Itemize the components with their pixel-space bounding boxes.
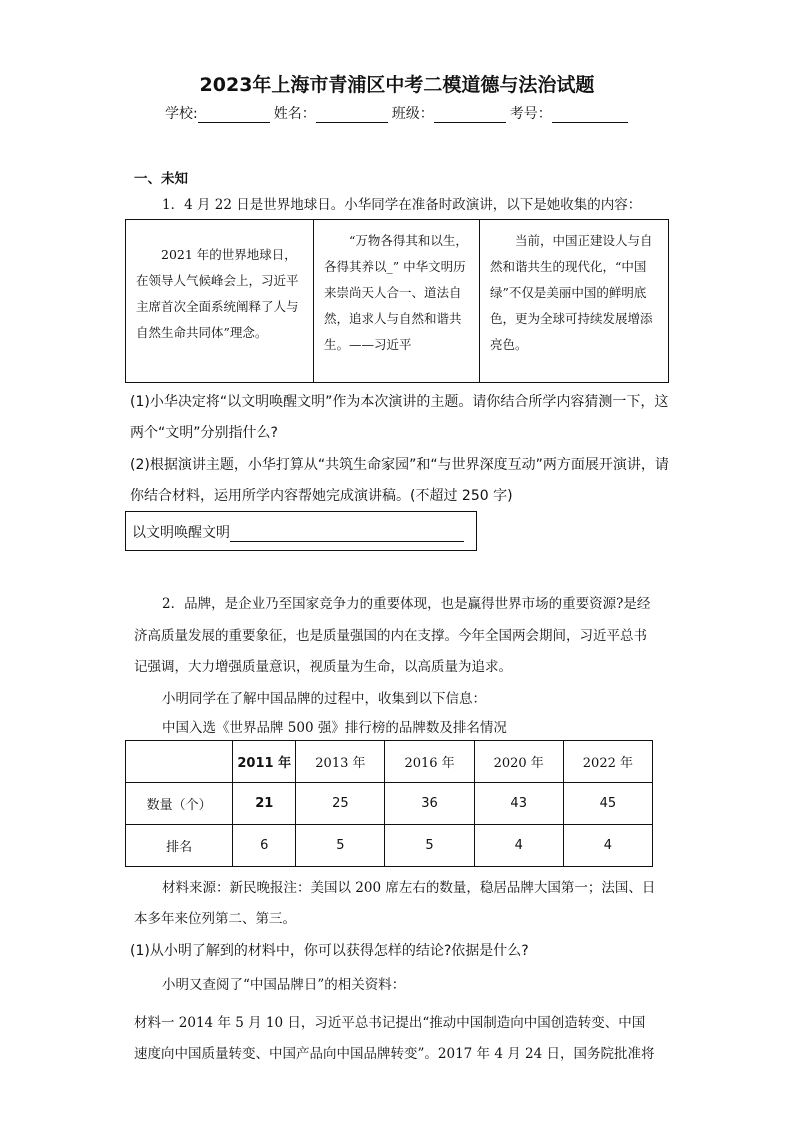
q1-sub2-line2: 你结合材料，运用所学内容帮她完成演讲稿。(不超过 250 字) <box>130 488 513 504</box>
table-caption: 中国入选《世界品牌 500 强》排行榜的品牌数及排名情况 <box>162 720 507 736</box>
q1-material-box <box>125 219 669 383</box>
year-header: 2011 年 <box>233 741 296 783</box>
year-header: 2020 年 <box>474 741 563 783</box>
class-label: 班级： <box>391 106 434 122</box>
source-line2: 本多年来位列第二、第三。 <box>134 911 296 927</box>
table-cell: 5 <box>385 825 474 867</box>
source-line1: 材料来源：新民晚报注：美国以 200 席左右的数量，稳居品牌大国第一；法国、日 <box>162 880 656 896</box>
q1-intro: 1．4 月 22 日是世界地球日。小华同学在准备时政演讲，以下是她收集的内容： <box>162 197 642 213</box>
row-label: 排名 <box>126 825 233 867</box>
table-cell: 43 <box>474 783 563 825</box>
year-header: 2016 年 <box>385 741 474 783</box>
q2-p2: 小明同学在了解中国品牌的过程中，收集到以下信息： <box>162 691 486 707</box>
table-cell: 4 <box>474 825 563 867</box>
material-left-text: 2021 年的世界地球日，在领导人气候峰会上，习近平主席首次全面系统阐释了人与自然生命共同体”理念。 <box>136 247 299 340</box>
year-header: 2022 年 <box>563 741 652 783</box>
exam-no-label: 考号： <box>509 106 552 122</box>
row-label: 数量（个） <box>126 783 233 825</box>
q1-sub1-line2: 两个“文明”分别指什么? <box>130 425 278 441</box>
section-heading: 一、未知 <box>134 171 188 187</box>
material-middle <box>314 220 480 382</box>
table-cell: 6 <box>233 825 296 867</box>
table-row <box>126 783 653 825</box>
table-cell: 4 <box>563 825 652 867</box>
school-blank[interactable] <box>198 108 270 123</box>
answer-line[interactable] <box>230 527 464 542</box>
page-title: 2023年上海市青浦区中考二模道德与法治试题 <box>199 74 595 96</box>
answer-box[interactable] <box>125 511 477 551</box>
brand-table <box>125 740 653 867</box>
q2-sub1: (1)从小明了解到的材料中，你可以获得怎样的结论?依据是什么? <box>130 943 529 959</box>
table-corner <box>126 741 233 783</box>
q2-p1-line1: 2．品牌，是企业乃至国家竞争力的重要体现，也是赢得世界市场的重要资源?是经 <box>162 596 651 612</box>
q2-p3: 小明又查阅了“中国品牌日”的相关资料： <box>162 977 406 993</box>
exam-no-blank[interactable] <box>552 108 628 123</box>
school-label: 学校: <box>165 106 198 122</box>
table-row <box>126 825 653 867</box>
name-blank[interactable] <box>316 108 388 123</box>
table-header-row <box>126 741 653 783</box>
material-middle-text: “万物各得其和以生，各得其养以_” 中华文明历来崇尚天人合一、道法自然，追求人与自然和谐共生。——习近平 <box>324 233 468 352</box>
name-label: 姓名： <box>273 106 316 122</box>
table-cell: 45 <box>563 783 652 825</box>
class-blank[interactable] <box>434 108 506 123</box>
table-cell: 5 <box>296 825 385 867</box>
q1-sub2-line1: (2)根据演讲主题，小华打算从“共筑生命家园”和“与世界深度互动”两方面展开演讲，请 <box>130 457 669 473</box>
material-left <box>126 220 314 382</box>
material1-line1: 材料一 2014 年 5 月 10 日，习近平总书记提出“推动中国制造向中国创造转变、中国 <box>134 1015 646 1031</box>
answer-prefix: 以文明唤醒文明 <box>132 525 230 541</box>
q1-sub1-line1: (1)小华决定将“以文明唤醒文明”作为本次演讲的主题。请你结合所学内容猜测一下，这 <box>130 394 669 410</box>
table-cell: 21 <box>233 783 296 825</box>
q2-p1-line3: 记强调，大力增强质量意识，视质量为生命，以高质量为追求。 <box>134 659 512 675</box>
material1-line2: 速度向中国质量转变、中国产品向中国品牌转变”。2017 年 4 月 24 日，国务院批准将 <box>134 1046 655 1062</box>
year-header: 2013 年 <box>296 741 385 783</box>
student-info-fields <box>165 103 632 123</box>
table-cell: 25 <box>296 783 385 825</box>
table-cell: 36 <box>385 783 474 825</box>
material-right <box>480 220 668 382</box>
material-right-text: 当前，中国正建设人与自然和谐共生的现代化，“中国绿”不仅是美丽中国的鲜明底色，更为全球可持续发展增添亮色。 <box>490 233 653 352</box>
q2-p1-line2: 济高质量发展的重要象征，也是质量强国的内在支撑。今年全国两会期间，习近平总书 <box>134 628 647 644</box>
